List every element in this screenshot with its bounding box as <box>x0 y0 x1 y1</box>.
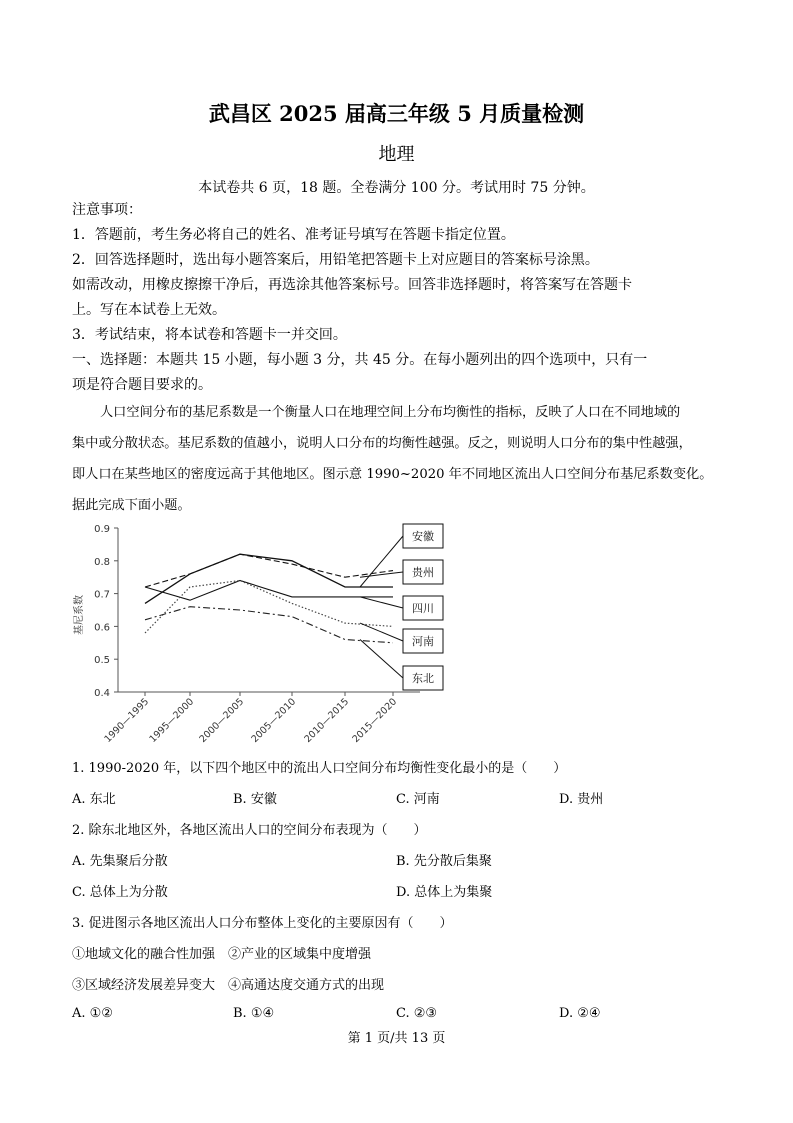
y-tick-label: 0.6 <box>94 622 110 634</box>
option[interactable]: D. 总体上为集聚 <box>396 885 493 900</box>
legend-label: 四川 <box>412 602 434 615</box>
notice-item: 3．考试结束，将本试卷和答题卡一并交回。 <box>72 327 347 343</box>
x-tick-label: 2005—2010 <box>249 696 299 746</box>
passage-line: 即人口在某些地区的密度远高于其他地区。图示意 1990~2020 年不同地区流出人口空间分布基尼系数变化。 <box>72 467 713 482</box>
question-stem: 1. 1990-2020 年，以下四个地区中的流出人口空间分布均衡性变化最小的是（ ） <box>72 761 567 776</box>
series-line-1 <box>145 554 393 587</box>
legend-leader-line <box>360 640 403 679</box>
legend-label: 安徽 <box>412 530 434 543</box>
series-line-0 <box>145 554 393 603</box>
legend-label: 贵州 <box>412 566 434 579</box>
exam-info: 本试卷共 6 页，18 题。全卷满分 100 分。考试用时 75 分钟。 <box>198 180 595 196</box>
legend-label: 河南 <box>412 635 434 648</box>
legend-leader-line <box>360 623 403 641</box>
x-tick-label: 2010—2015 <box>302 696 352 746</box>
question-stem: 3. 促进图示各地区流出人口分布整体上变化的主要原因有（ ） <box>72 916 453 931</box>
y-tick-label: 0.8 <box>94 556 110 568</box>
passage-line: 据此完成下面小题。 <box>72 498 191 513</box>
option[interactable]: D. 贵州 <box>559 792 604 807</box>
notice-heading: 注意事项： <box>72 202 142 218</box>
legend-label: 东北 <box>412 672 434 685</box>
notice-item: 2．回答选择题时，选出每小题答案后，用铅笔把答题卡上对应题目的答案标号涂黑。 <box>72 252 599 268</box>
x-tick-label: 1995—2000 <box>147 696 197 746</box>
section-heading: 一、选择题：本题共 15 小题，每小题 3 分，共 45 分。在每小题列出的四个选项中，只有一 <box>72 352 648 368</box>
statement-line: ③区域经济发展差异变大 ④高通达度交通方式的出现 <box>72 978 385 993</box>
legend-leader-line <box>360 597 403 608</box>
option[interactable]: A. 先集聚后分散 <box>72 854 168 869</box>
gini-line-chart <box>60 515 460 755</box>
option[interactable]: B. 安徽 <box>233 792 277 807</box>
y-tick-label: 0.5 <box>94 655 110 667</box>
x-tick-label: 1990—1995 <box>102 696 152 746</box>
subject-title: 地理 <box>378 144 415 165</box>
notice-item: 上。写在本试卷上无效。 <box>72 302 226 318</box>
passage-line: 集中或分散状态。基尼系数的值越小，说明人口分布的均衡性越强。反之，则说明人口分布的集中性越强， <box>72 436 692 451</box>
question-stem: 2. 除东北地区外，各地区流出人口的空间分布表现为（ ） <box>72 823 427 838</box>
exam-title: 武昌区 2025 届高三年级 5 月质量检测 <box>208 101 585 126</box>
series-line-4 <box>145 607 393 643</box>
option[interactable]: C. ②③ <box>396 1006 438 1021</box>
option[interactable]: A. ①② <box>72 1006 113 1021</box>
option[interactable]: D. ②④ <box>559 1006 601 1021</box>
statement-line: ①地域文化的融合性加强 ②产业的区域集中度增强 <box>72 947 372 962</box>
y-tick-label: 0.9 <box>94 524 110 535</box>
option[interactable]: B. 先分散后集聚 <box>396 854 492 869</box>
y-tick-label: 0.4 <box>94 688 110 699</box>
legend-leader-line <box>360 536 403 587</box>
y-axis-label: 基尼系数 <box>74 595 85 635</box>
section-heading-cont: 项是符合题目要求的。 <box>72 377 212 393</box>
option[interactable]: C. 总体上为分散 <box>72 885 168 900</box>
option[interactable]: A. 东北 <box>72 792 116 807</box>
x-tick-label: 2015—2020 <box>350 696 400 746</box>
option[interactable]: B. ①④ <box>233 1006 275 1021</box>
y-tick-label: 0.7 <box>94 589 110 601</box>
page-footer: 第 1 页/共 13 页 <box>347 1031 446 1046</box>
series-line-3 <box>145 581 393 634</box>
series-line-2 <box>145 581 393 601</box>
x-tick-label: 2000—2005 <box>197 696 247 746</box>
notice-item: 如需改动，用橡皮擦擦干净后，再选涂其他答案标号。回答非选择题时，将答案写在答题卡 <box>72 277 632 293</box>
option[interactable]: C. 河南 <box>396 792 440 807</box>
notice-item: 1．答题前，考生务必将自己的姓名、准考证号填写在答题卡指定位置。 <box>72 227 515 243</box>
passage-line: 人口空间分布的基尼系数是一个衡量人口在地理空间上分布均衡性的指标，反映了人口在不同地域的 <box>100 405 681 420</box>
